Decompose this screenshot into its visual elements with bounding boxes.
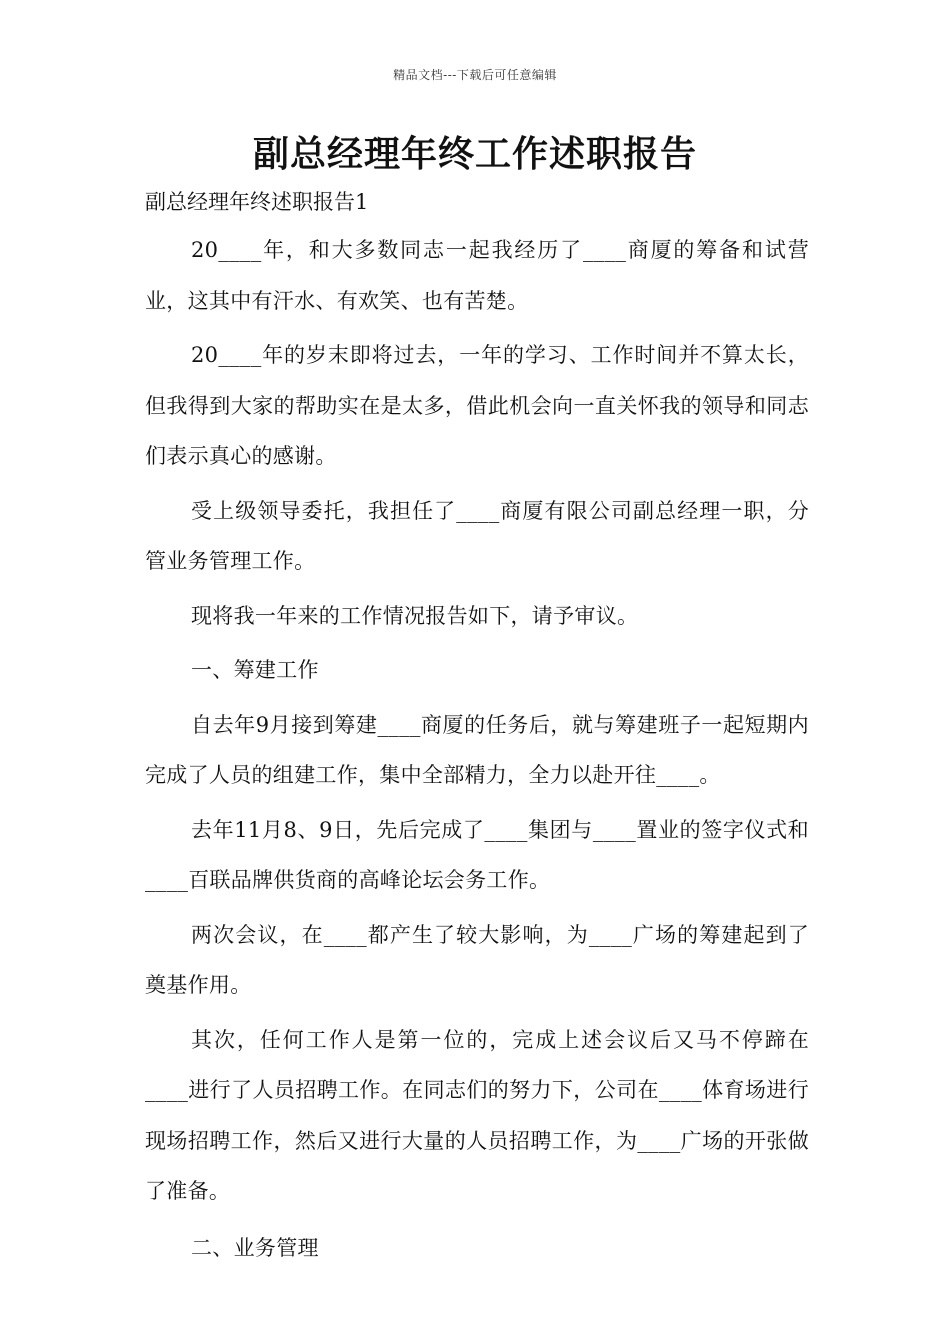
paragraph: 现将我一年来的工作情况报告如下，请予审议。	[191, 603, 639, 628]
section-heading: 一、筹建工作	[191, 658, 319, 682]
section-heading: 二、业务管理	[191, 1235, 319, 1260]
document-subtitle: 副总经理年终述职报告1	[145, 190, 369, 214]
paragraph: 20____年的岁末即将过去，一年的学习、工作时间并不算太长，但我得到大家的帮助实在是太多，借此机会向一直关怀我的领导和同志们表示真心的感谢。	[145, 343, 809, 468]
paragraph: 去年11月8、9日，先后完成了____集团与____置业的签字仪式和____百联品牌供货商的高峰论坛会务工作。	[145, 817, 809, 892]
paragraph: 其次，任何工作人是第一位的，完成上述会议后又马不停蹄在____进行了人员招聘工作。在同志们的努力下，公司在____体育场进行现场招聘工作，然后又进行大量的人员招聘工作，为____广场的开张做了准备。	[145, 1027, 809, 1203]
paragraph: 受上级领导委托，我担任了____商厦有限公司副总经理一职，分管业务管理工作。	[145, 498, 809, 573]
paragraph: 自去年9月接到筹建____商厦的任务后，就与筹建班子一起短期内完成了人员的组建工作，集中全部精力，全力以赴开往____。	[145, 712, 809, 787]
document-title: 副总经理年终工作述职报告	[252, 133, 697, 175]
paragraph: 两次会议，在____都产生了较大影响，为____广场的筹建起到了奠基作用。	[145, 922, 809, 997]
paragraph: 20____年，和大多数同志一起我经历了____商厦的筹备和试营业，这其中有汗水、有欢笑、也有苦楚。	[145, 238, 809, 313]
document-body	[145, 225, 809, 1277]
header-note: 精品文档---下载后可任意编辑	[393, 68, 557, 82]
